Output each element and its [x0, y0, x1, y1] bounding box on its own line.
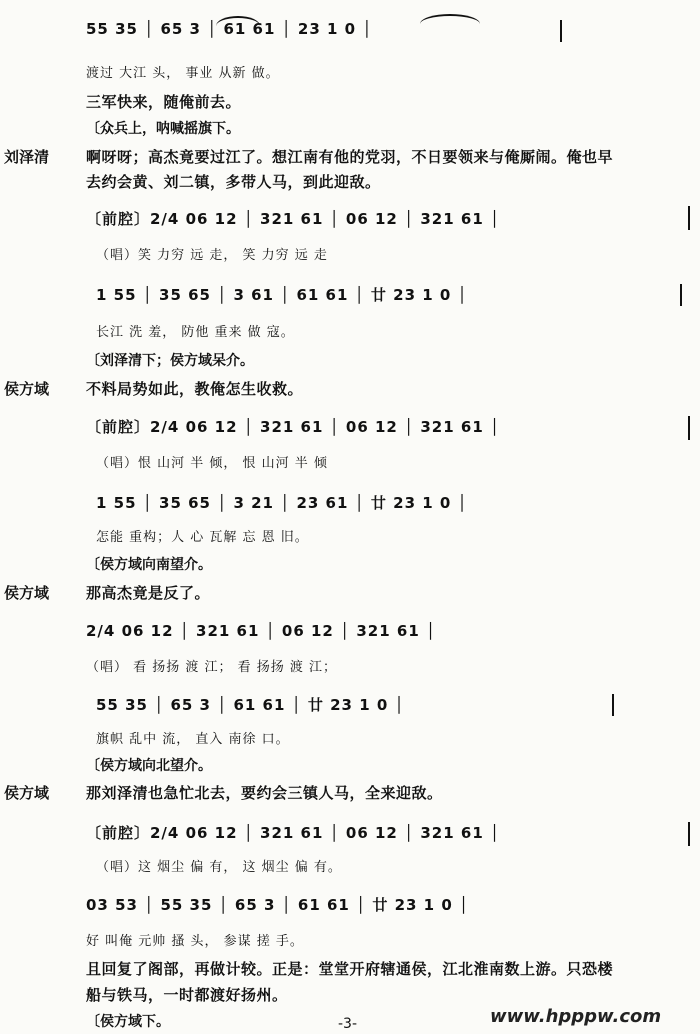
speaker-label: 刘泽清	[4, 148, 50, 166]
stage-direction: 〔侯方域下。	[86, 1014, 170, 1030]
lyrics-row-9: 好 叫俺 元帅 搔 头， 参谋 搓 手。	[86, 934, 304, 949]
lyrics-row-7: 旗帜 乱中 流， 直入 南徐 口。	[96, 732, 290, 747]
notation-row-8: 〔前腔〕2/4 06 12 │ 321 61 │ 06 12 │ 321 61 │	[86, 824, 501, 842]
dialogue-line: 那高杰竟是反了。	[86, 584, 211, 602]
notation-row-6: 2/4 06 12 │ 321 61 │ 06 12 │ 321 61 │	[86, 622, 437, 640]
lyrics-row-1: 渡过 大江 头， 事业 从新 做。	[86, 66, 280, 81]
lyrics-row-6: （唱） 看 扬扬 渡 江； 看 扬扬 渡 江；	[86, 660, 338, 675]
stage-direction: 〔侯方域向北望介。	[86, 758, 212, 774]
watermark: www.hpppw.com	[490, 1006, 662, 1027]
dialogue-line: 啊呀呀；高杰竟要过江了。想江南有他的党羽，不日要领来与俺厮闹。俺也早	[86, 148, 614, 166]
notation-row-2: 〔前腔〕2/4 06 12 │ 321 61 │ 06 12 │ 321 61 │	[86, 210, 501, 228]
notation-row-1: 55 35 │ 65 3 │ 61 61 │ 23 1 0 │	[86, 20, 373, 38]
lyrics-row-4: （唱）恨 山河 半 倾， 恨 山河 半 倾	[96, 456, 328, 471]
slur-mark	[420, 14, 480, 24]
notation-row-7: 55 35 │ 65 3 │ 61 61 │ 廿 23 1 0 │	[96, 696, 405, 714]
notation-row-3: 1 55 │ 35 65 │ 3 61 │ 61 61 │ 廿 23 1 0 │	[96, 286, 468, 304]
barline	[688, 416, 690, 440]
lyrics-row-8: （唱）这 烟尘 偏 有， 这 烟尘 偏 有。	[96, 860, 342, 875]
prose-line: 且回复了阁部，再做计较。正是：堂堂开府辖通侯，江北淮南数上游。只恐楼	[86, 960, 614, 978]
dialogue-line: 去约会黄、刘二镇，多带人马，到此迎敌。	[86, 173, 381, 191]
prose-line: 三军快来，随俺前去。	[86, 93, 242, 111]
slur-mark	[216, 16, 260, 26]
speaker-label: 侯方域	[4, 784, 50, 802]
final-barline	[560, 20, 562, 42]
lyrics-row-5: 怎能 重构；人 心 瓦解 忘 恩 旧。	[96, 530, 309, 545]
page-number: -3-	[338, 1016, 358, 1032]
prose-line: 船与铁马，一时都渡好扬州。	[86, 986, 288, 1004]
final-barline	[680, 284, 682, 306]
barline	[688, 822, 690, 846]
dialogue-line: 不料局势如此，教俺怎生收救。	[86, 380, 304, 398]
stage-direction: 〔众兵上，呐喊摇旗下。	[86, 121, 240, 137]
notation-row-4: 〔前腔〕2/4 06 12 │ 321 61 │ 06 12 │ 321 61 │	[86, 418, 501, 436]
notation-row-9: 03 53 │ 55 35 │ 65 3 │ 61 61 │ 廿 23 1 0 │	[86, 896, 470, 914]
stage-direction: 〔侯方域向南望介。	[86, 557, 212, 573]
dialogue-line: 那刘泽清也急忙北去，要约会三镇人马，全来迎敌。	[86, 784, 443, 802]
notation-row-5: 1 55 │ 35 65 │ 3 21 │ 23 61 │ 廿 23 1 0 │	[96, 494, 468, 512]
lyrics-row-3: 长江 洗 羞， 防他 重来 做 寇。	[96, 325, 295, 340]
stage-direction: 〔刘泽清下；侯方域呆介。	[86, 353, 254, 369]
final-barline	[612, 694, 614, 716]
speaker-label: 侯方域	[4, 584, 50, 602]
barline	[688, 206, 690, 230]
lyrics-row-2: （唱）笑 力穷 远 走， 笑 力穷 远 走	[96, 248, 328, 263]
speaker-label: 侯方域	[4, 380, 50, 398]
